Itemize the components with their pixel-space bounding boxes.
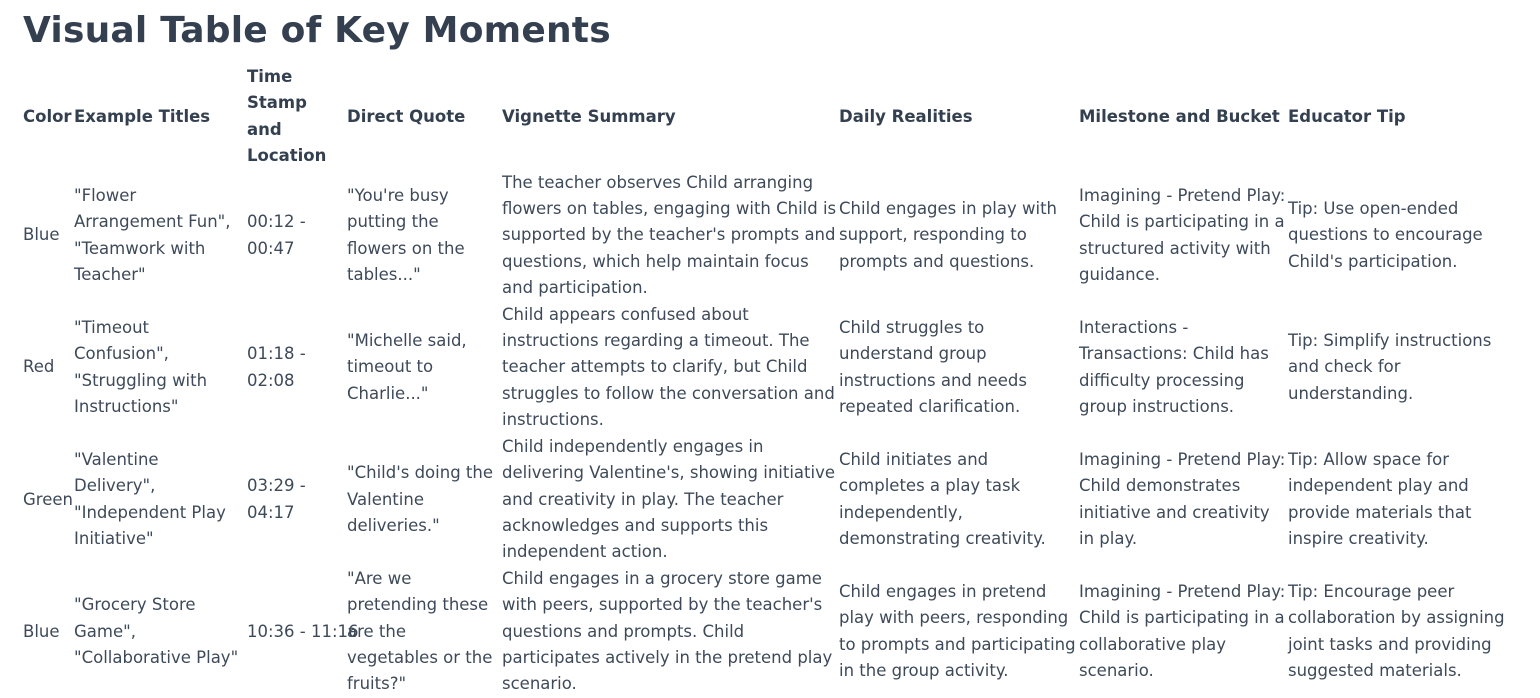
column-header-color: Color <box>23 106 72 126</box>
cell-daily-realities: Child engages in pretend play with peers, responding to prompts and participating in the group activity. <box>839 581 1076 681</box>
table-row <box>23 302 1523 434</box>
cell-milestone-bucket: Interactions - Transactions: Child has difficulty processing group instructions. <box>1079 317 1269 417</box>
cell-time-stamp: 00:12 - 00:47 <box>247 212 306 258</box>
cell-time-stamp: 10:36 - 11:16 <box>247 621 359 641</box>
cell-direct-quote: "Are we pretending these are the vegetables or the fruits?" <box>347 568 493 694</box>
key-moments-table <box>23 64 1523 698</box>
header-row <box>23 64 1523 170</box>
cell-direct-quote: "You're busy putting the flowers on the tables..." <box>347 185 465 285</box>
cell-vignette-summary: The teacher observes Child arranging flowers on tables, engaging with Child is supported by the teacher's prompts and questions, which help maintain focus and participation. <box>502 172 837 298</box>
cell-educator-tip: Tip: Use open-ended questions to encourage Child's participation. <box>1288 199 1483 271</box>
cell-color: Blue <box>23 225 60 245</box>
cell-vignette-summary: Child engages in a grocery store game with peers, supported by the teacher's questions and prompts. Child participates actively in the pretend play scenario. <box>502 568 833 694</box>
cell-daily-realities: Child initiates and completes a play task independently, demonstrating creativity. <box>839 449 1046 549</box>
cell-color: Red <box>23 357 55 377</box>
cell-educator-tip: Tip: Simplify instructions and check for understanding. <box>1288 331 1492 403</box>
cell-educator-tip: Tip: Allow space for independent play and provide materials that inspire creativity. <box>1288 449 1472 549</box>
cell-educator-tip: Tip: Encourage peer collaboration by assigning joint tasks and providing suggested materials. <box>1288 581 1505 681</box>
column-header-vignette-summary: Vignette Summary <box>502 106 676 126</box>
table-row <box>23 566 1523 698</box>
column-header-time-stamp: Time Stamp and Location <box>247 67 327 166</box>
column-header-example-titles: Example Titles <box>74 106 211 126</box>
column-header-direct-quote: Direct Quote <box>347 106 466 126</box>
cell-milestone-bucket: Imagining - Pretend Play: Child demonstrates initiative and creativity in play. <box>1079 449 1286 549</box>
cell-direct-quote: "Child's doing the Valentine deliveries." <box>347 463 493 535</box>
cell-example-titles: "Grocery Store Game", "Collaborative Play" <box>74 595 239 667</box>
cell-milestone-bucket: Imagining - Pretend Play: Child is participating in a structured activity with guidance. <box>1079 185 1286 285</box>
cell-example-titles: "Timeout Confusion", "Struggling with Instructions" <box>74 317 208 417</box>
cell-example-titles: "Flower Arrangement Fun", "Teamwork with Teacher" <box>74 185 231 285</box>
cell-color: Blue <box>23 621 60 641</box>
table-row <box>23 170 1523 302</box>
cell-example-titles: "Valentine Delivery", "Independent Play Initiative" <box>74 449 226 549</box>
cell-milestone-bucket: Imagining - Pretend Play: Child is participating in a collaborative play scenario. <box>1079 581 1286 681</box>
cell-time-stamp: 03:29 - 04:17 <box>247 476 306 522</box>
table-row <box>23 434 1523 566</box>
cell-vignette-summary: Child appears confused about instructions regarding a timeout. The teacher attempts to clarify, but Child struggles to follow the conversation and instructions. <box>502 304 835 430</box>
cell-time-stamp: 01:18 - 02:08 <box>247 344 306 390</box>
column-header-daily-realities: Daily Realities <box>839 106 973 126</box>
column-header-milestone-bucket: Milestone and Bucket <box>1079 106 1280 126</box>
column-header-educator-tip: Educator Tip <box>1288 106 1406 126</box>
cell-color: Green <box>23 489 73 509</box>
page-title: Visual Table of Key Moments <box>23 10 611 51</box>
cell-daily-realities: Child struggles to understand group instructions and needs repeated clarification. <box>839 317 1027 417</box>
cell-vignette-summary: Child independently engages in delivering Valentine's, showing initiative and creativity in play. The teacher acknowledges and supports this independent action. <box>502 436 836 562</box>
cell-daily-realities: Child engages in play with support, responding to prompts and questions. <box>839 199 1057 271</box>
cell-direct-quote: "Michelle said, timeout to Charlie..." <box>347 331 467 403</box>
